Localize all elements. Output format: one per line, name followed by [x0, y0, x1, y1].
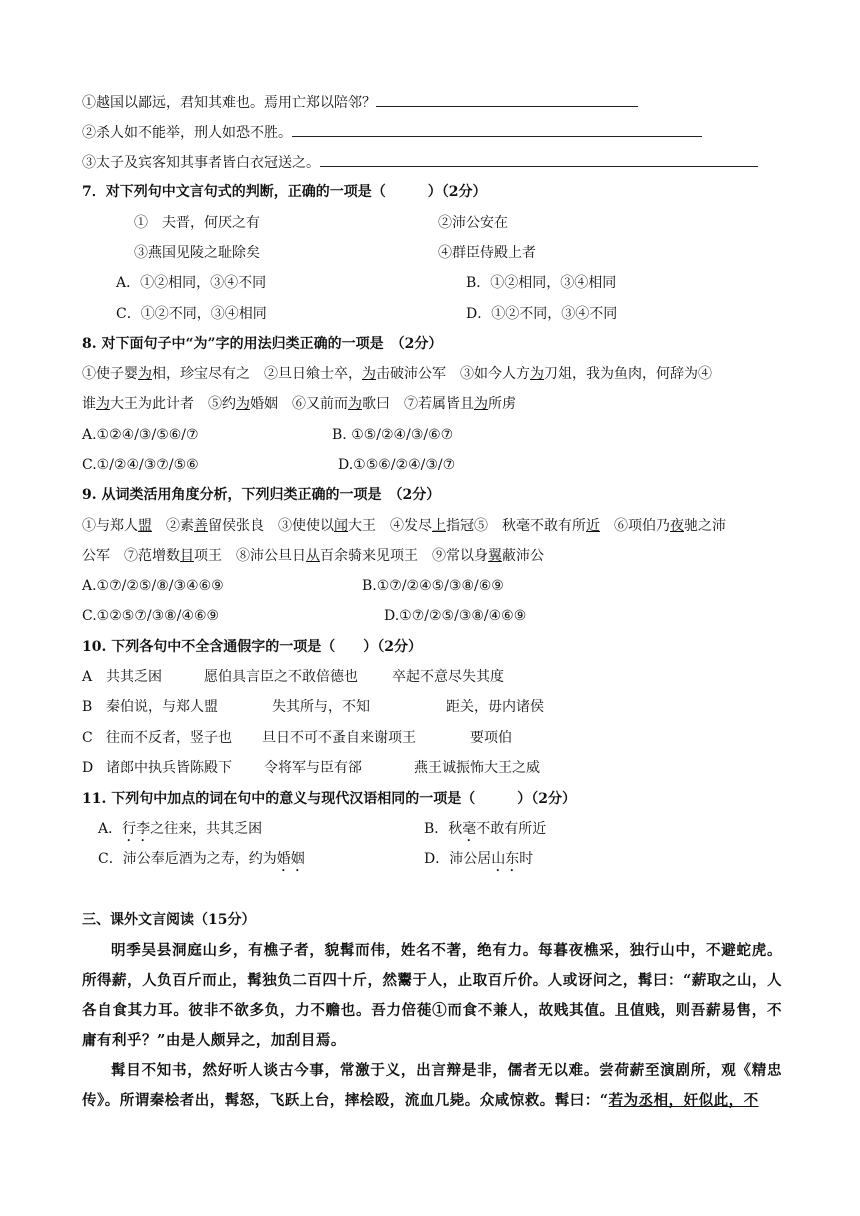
underlined-word: 为	[138, 366, 152, 382]
q7-option-a[interactable]: A．①②相同，③④不同	[116, 275, 267, 291]
underlined-word: 翼	[488, 548, 502, 564]
q8-option-a[interactable]: A.①②④/③/⑤⑥/⑦	[82, 427, 199, 443]
q11-option-a[interactable]: A．行李之往来，共其乏困	[98, 821, 263, 837]
underlined-word: 为	[236, 396, 250, 412]
q11-option-d[interactable]: D．沛公居山东时	[424, 851, 534, 867]
dotted-word: 山东	[491, 851, 520, 867]
fill-item-2: ②杀人如不能举，刑人如恐不胜。	[82, 122, 702, 143]
q7-option-d[interactable]: D．①②不同，③④不同	[466, 306, 618, 322]
q7-option-b[interactable]: B．①②相同，③④相同	[466, 275, 617, 291]
question-9-stem: 9. 从词类活用角度分析，下列归类正确的一项是 （2分）	[82, 487, 441, 503]
q11-option-c[interactable]: C．沛公奉卮酒为之寿，约为婚姻	[98, 851, 305, 867]
underlined-word: 闻	[334, 518, 348, 534]
answer-blank[interactable]	[376, 92, 638, 107]
q8-sentences-line-2: 谁为大王为此计者 ⑤约为婚姻 ⑥又前而为歌曰 ⑦若属皆且为所虏	[82, 396, 516, 412]
q9-option-c[interactable]: C.①②⑤⑦/③⑧/④⑥⑨	[82, 608, 220, 624]
q9-sentences-line-2: 公军 ⑦范增数目项王 ⑧沛公旦日从百余骑来见项王 ⑨常以身翼蔽沛公	[82, 548, 544, 564]
underlined-sentence: 若为丞相，奸似此，不	[608, 1092, 759, 1109]
q7-sentence-4: ④群臣侍殿上者	[438, 245, 536, 261]
q11-option-b[interactable]: B．秋毫不敢有所近	[424, 821, 547, 837]
underlined-word: 为	[474, 396, 488, 412]
question-10-stem: 10. 下列各句中不全含通假字的一项是（ ）（2分）	[82, 639, 422, 655]
underlined-word: 近	[586, 518, 600, 534]
underlined-word: 目	[180, 548, 194, 564]
q7-sentence-3: ③燕国见陵之耻除矣	[134, 245, 260, 261]
q8-option-b[interactable]: B. ①⑤/②④/③/⑥⑦	[332, 427, 454, 443]
document-page: ①越国以鄙远，君知其难也。焉用亡郑以陪邻？ ②杀人如不能举，刑人如恐不胜。 ③太子及宾客知其事者皆白衣冠送之。 7．对下列句中文言句式的判断，正确的一项是（ ）（2分） ① 夫晋，何厌之有 ②沛公安在 ③燕国见陵之耻除矣 ④群臣侍殿上者 A．①②相同，③④不同 B．①②相同，③④相同 C．①②不同，③④相同 D．①②不同，③④不同 8. 对下面句子中“为”字的用法归类正确的一项是 （2分） ①使子婴为相，珍宝尽有之 ②旦日飨士卒，为击破沛公军 ③如今人方为刀俎，我为鱼肉，何辞为④ 谁为大王为此计者 ⑤约为婚姻 ⑥又前而为歌曰 ⑦若属皆且为所虏 A.①②④/③/⑤⑥/⑦ B. ①⑤/②④/③/⑥⑦ C.①/②④/③⑦/⑤⑥ D.①⑤⑥/②④/③/⑦ 9. 从词类活用角度分析，下列归类正确的一项是 （2分） ①与郑人盟 ②素善留侯张良 ③使使以闻大王 ④发尽上指冠⑤ 秋毫不敢有所近 ⑥项伯乃夜驰之沛 公军 ⑦范增数目项王 ⑧沛公旦日从百余骑来见项王 ⑨常以身翼蔽沛公 A.①⑦/②⑤/⑧/③④⑥⑨ B.①⑦/②④⑤/③⑧/⑥⑨ C.①②⑤⑦/③⑧/④⑥⑨ D.①⑦/②⑤/③⑧/④⑥⑨ 10. 下列各句中不全含通假字的一项是（ ）（2分） A 共其乏困 愿伯具言臣之不敢倍德也 卒起不意尽失其度 B 秦伯说，与郑人盟 失其所与，不知 距关，毋内诸侯 C 往而不反者，竖子也 旦日不可不蚤自来谢项王 要项伯 D 诸郎中执兵皆陈殿下 令将军与臣有郤 燕王诚振怖大王之威 11. 下列句中加点的词在句中的意义与现代汉语相同的一项是（ ）（2分） A．行李之往来，共其乏困 B．秋毫不敢有所近 C．沛公奉卮酒为之寿，约为婚姻 D．沛公居山东时 三、课外文言阅读（15分） 明季吴县洞庭山乡，有樵子者，貌髯而伟，姓名不著，绝有力。每暮夜樵采，独行山中，不避蛇虎。所得薪，人负百斤而止，髯独负二百四十斤，然鬻于人，止取百斤价。人或讶问之，髯曰：“薪取之山，人各自食其力耳。彼非不欲多负，力不赡也。吾力倍蓰①而食不兼人，故贱其值。且值贱，则吾薪易售，不庸有利乎？”由是人颇异之，加刮目焉。 髯目不知书，然好听人谈古今事，常激于义，出言辩是非，儒者无以难。尝荷薪至演剧所，观《精忠传》。所谓秦桧者出，髯怒，飞跃上台，摔桧殴，流血几毙。众咸惊救。髯曰：“若为丞相，奸似此，不	[0, 0, 860, 1216]
dotted-word: 行李	[122, 821, 151, 837]
question-11-stem: 11. 下列句中加点的词在句中的意义与现代汉语相同的一项是（ ）（2分）	[82, 791, 576, 807]
underlined-word: 上	[432, 518, 446, 534]
fill-item-1: ①越国以鄙远，君知其难也。焉用亡郑以陪邻？	[82, 92, 638, 113]
q7-sentence-1: ① 夫晋，何厌之有	[134, 215, 260, 231]
q9-sentences-line-1: ①与郑人盟 ②素善留侯张良 ③使使以闻大王 ④发尽上指冠⑤ 秋毫不敢有所近 ⑥项伯乃夜驰之沛	[82, 518, 726, 534]
fill-item-3: ③太子及宾客知其事者皆白衣冠送之。	[82, 152, 758, 173]
question-8-stem: 8. 对下面句子中“为”字的用法归类正确的一项是 （2分）	[82, 336, 443, 352]
q8-option-c[interactable]: C.①/②④/③⑦/⑤⑥	[82, 457, 199, 473]
answer-blank[interactable]	[320, 152, 758, 167]
q9-option-d[interactable]: D.①⑦/②⑤/③⑧/④⑥⑨	[384, 608, 527, 624]
underlined-word: 夜	[670, 518, 684, 534]
answer-blank[interactable]	[292, 122, 702, 137]
underlined-word: 为	[96, 396, 110, 412]
underlined-word: 从	[306, 548, 320, 564]
underlined-word: 为	[362, 366, 376, 382]
dotted-word: 毫	[462, 821, 477, 837]
section-3-heading: 三、课外文言阅读（15分）	[82, 912, 256, 928]
q9-option-b[interactable]: B.①⑦/②④⑤/③⑧/⑥⑨	[362, 578, 504, 594]
q8-option-d[interactable]: D.①⑤⑥/②④/③/⑦	[338, 457, 456, 473]
passage-paragraph-1: 明季吴县洞庭山乡，有樵子者，貌髯而伟，姓名不著，绝有力。每暮夜樵采，独行山中，不避蛇虎。所得薪，人负百斤而止，髯独负二百四十斤，然鬻于人，止取百斤价。人或讶问之，髯曰：“薪取之山，人各自食其力耳。彼非不欲多负，力不赡也。吾力倍蓰①而食不兼人，故贱其值。且值贱，则吾薪易售，不庸有利乎？”由是人颇异之，加刮目焉。	[82, 942, 782, 1049]
q7-sentence-2: ②沛公安在	[438, 215, 508, 231]
underlined-word: 盟	[138, 518, 152, 534]
question-7-stem: 7．对下列句中文言句式的判断，正确的一项是（ ）（2分）	[82, 184, 487, 200]
passage-paragraph-2: 髯目不知书，然好听人谈古今事，常激于义，出言辩是非，儒者无以难。尝荷薪至演剧所，观《精忠传》。所谓秦桧者出，髯怒，飞跃上台，摔桧殴，流血几毙。众咸惊救。髯曰：“若为丞相，奸似此，不	[82, 1062, 782, 1109]
underlined-word: 为	[530, 366, 544, 382]
dotted-word: 婚姻	[276, 851, 305, 867]
q9-option-a[interactable]: A.①⑦/②⑤/⑧/③④⑥⑨	[82, 578, 224, 594]
underlined-word: 为	[348, 396, 362, 412]
q7-option-c[interactable]: C．①②不同，③④相同	[116, 306, 267, 322]
q8-sentences-line-1: ①使子婴为相，珍宝尽有之 ②旦日飨士卒，为击破沛公军 ③如今人方为刀俎，我为鱼肉，何辞为④	[82, 366, 712, 382]
underlined-word: 善	[194, 518, 208, 534]
